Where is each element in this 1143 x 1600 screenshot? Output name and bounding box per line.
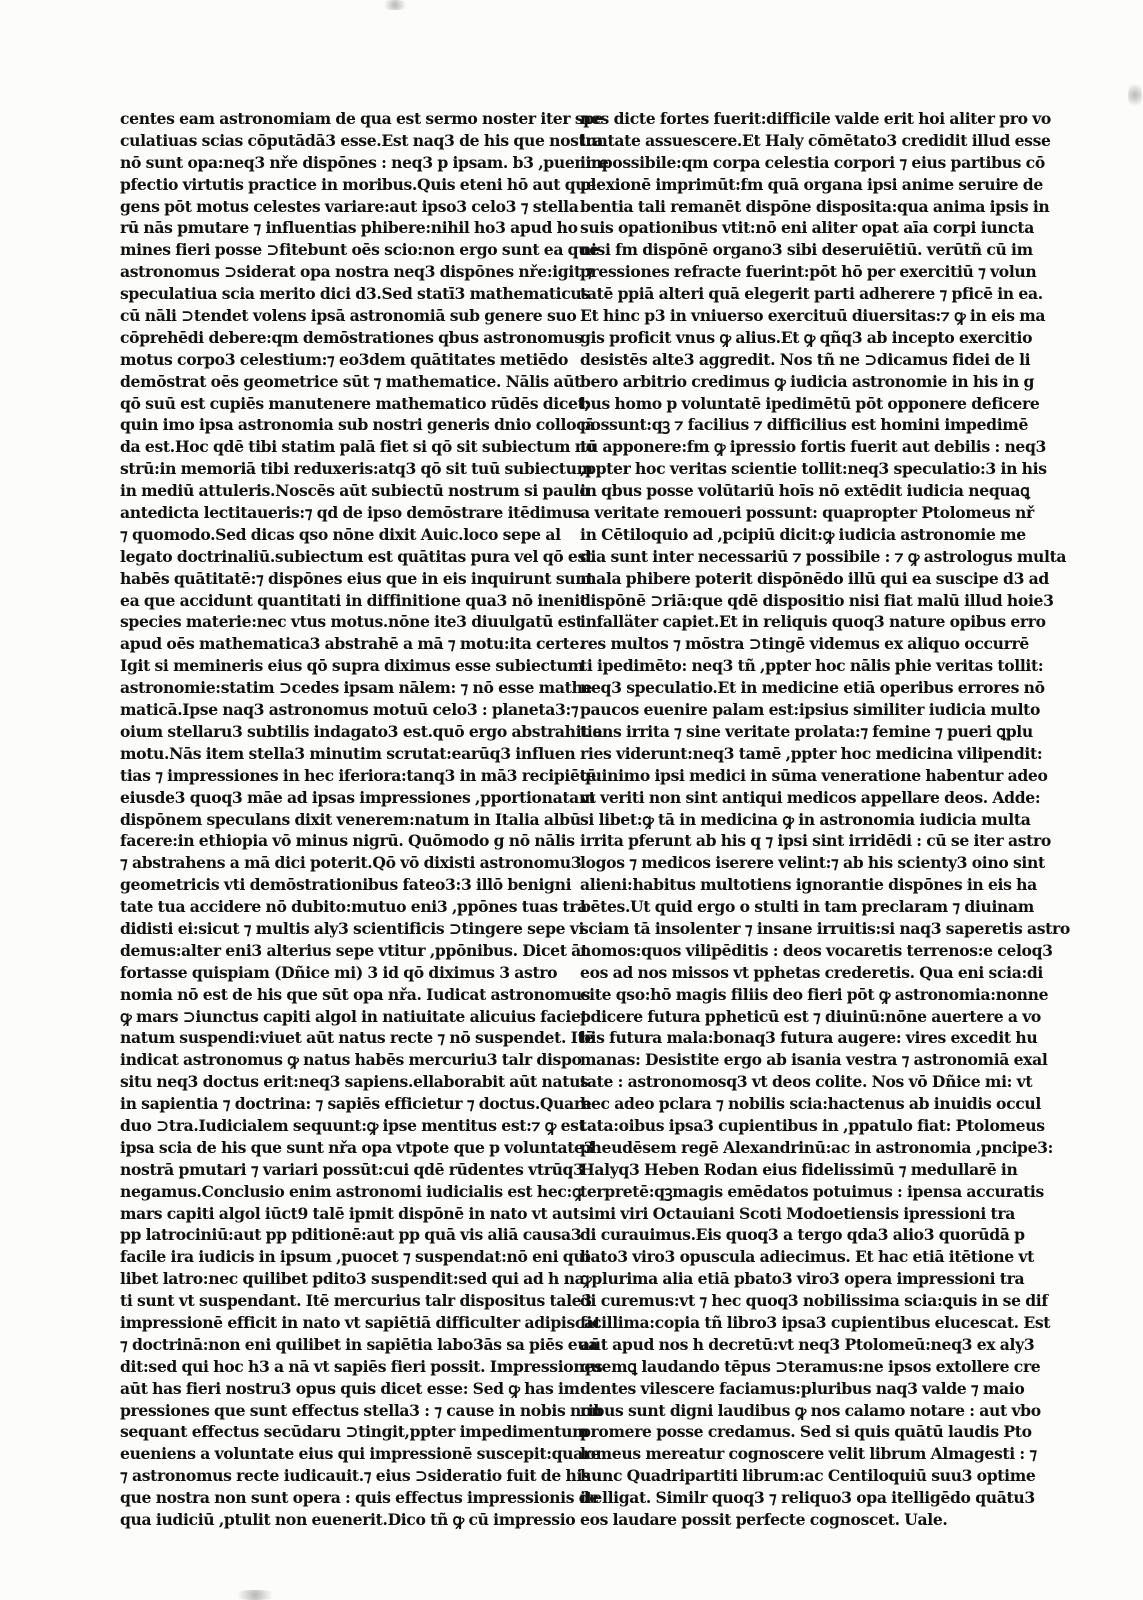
text-line: eiusde3 quoq3 māe ad ipsas impressiones ,pportionatam: [120, 787, 596, 807]
text-line: motus corpo3 celestium:⁊ eo3dem quātitates metiēdo: [120, 349, 569, 369]
text-line: centes eam astronomiam de qua est sermo noster iter spe: [120, 109, 604, 128]
text-line: aūt apud nos h decretū:vt neq3 Ptolomeū:neq3 ex aly3: [580, 1334, 1035, 1354]
text-line: aūt has fieri nostru3 opus quis dicet esse: Sed ꝙ has im: [120, 1378, 580, 1398]
text-line: habēs quātitatē:⁊ dispōnes eius que in eis inquirunt sunt: [120, 568, 594, 588]
text-line: gens pōt motus celestes variare:aut ipso3 celo3 ⁊ stella: [120, 196, 579, 216]
text-line: ,ppter hoc veritas scientie tollit:neq3 speculatio:3 in his: [580, 459, 1047, 479]
text-line: ea que accidunt quantitati in diffinitione qua3 nō inenit: [120, 590, 587, 610]
text-line: dentes vilescere faciamus:pluribus naq3 valde ⁊ maio: [580, 1378, 1025, 1398]
text-line: hunc Quadripartiti librum:ac Centiloquiū suu3 optime: [580, 1466, 1036, 1486]
text-line: astronomus ⊃siderat opa nostra neq3 dispōnes nře:igit ⁊: [120, 262, 593, 282]
text-line: pheudēsem regē Alexandrinū:ac in astronomia ,pncipe3:: [580, 1137, 1054, 1157]
text-line: plexionē imprimūt:fm quā organa ipsi anime seruire de: [580, 174, 1043, 194]
text-line: eos laudare possit perfecte cognoscet. Uale.: [580, 1510, 948, 1529]
text-line: bētes.Ut quid ergo o stulti in tam preclaram ⁊ diuinam: [580, 897, 1034, 917]
text-line: irrita pferunt ab his q ⁊ ipsi sint irridēdi : cū se iter astro: [580, 831, 1051, 851]
text-line: in qbus posse volūtariū hoīs nō extēdit iudicia nequaꝗ: [580, 481, 1030, 501]
text-line: eueniens a voluntate eius qui impressionē suscepit:quare: [120, 1444, 601, 1464]
text-line: Igit si memineris eius qō supra diximus esse subiectum: [120, 656, 584, 676]
text-line: libet latro:nec quilibet pdito3 suspendit:sed qui ad h na: [120, 1269, 585, 1289]
text-line: di curauimus.Eis quoq3 a tergo qda3 alio3 quorūdā p: [580, 1225, 1025, 1245]
text-line: negamus.Conclusio enim astronomi iudicialis est hec:ꝙ: [120, 1181, 584, 1201]
text-line: possunt:qꝫ ⁊ facilius ⁊ difficilius est homini impedimē: [580, 415, 1029, 435]
text-line: nō sunt opa:neq3 nře dispōnes : neq3 p ipsam. b3 ,puenire: [120, 152, 609, 172]
text-line: in sapientia ⁊ doctrina: ⁊ sapiēs efficietur ⁊ doctus.Quare: [120, 1094, 592, 1114]
text-line: terpretē:qꝫmagis emēdatos potuimus : ipensa accuratis: [580, 1181, 1044, 1201]
text-line: bero arbitrio credimus ꝙ iudicia astronomie in his in g: [580, 371, 1035, 391]
text-line: nisi fm dispōnē organo3 sibi deseruiētiū. verūtñ cū im: [580, 240, 1033, 260]
text-line: nostrā pmutari ⁊ variari possūt:cui qdē rūdentes vtrūq3: [120, 1159, 584, 1179]
text-line: cōprehēdi debere:qm demōstrationes qbus astronomus: [120, 327, 583, 347]
text-line: Halyq3 Heben Rodan eius fidelissimū ⁊ medullarē in: [580, 1159, 1018, 1179]
text-line: neq3 speculatio.Et in medicine etiā operibus errores nō: [580, 678, 1045, 698]
text-line: nomos:quos vilipēditis : deos vocaretis terrenos:e celoq3: [580, 940, 1053, 960]
text-line: di curemus:vt ⁊ hec quoq3 nobilissima scia:ꝗuis in se dif: [580, 1291, 1048, 1311]
text-line: ries viderunt:neq3 tamē ,ppter hoc medicina vilipendit:: [580, 743, 1043, 763]
text-line: speculatiua scia merito dici d3.Sed statī3 mathematicus: [120, 284, 590, 304]
text-line: pdicere futura ppheticū est ⁊ diuinū:nōne auertere a vo: [580, 1006, 1041, 1026]
text-line: tatē ppiā alteri quā elegerit parti adherere ⁊ pficē in ea.: [580, 284, 1043, 304]
text-line: bentia tali remanēt dispōne disposita:qua anima ipsis in: [580, 196, 1050, 216]
ink-smudge-top: [380, 0, 410, 10]
ink-smudge-bottom: [230, 1590, 280, 1600]
text-line: demus:alter eni3 alterius sepe vtitur ,ppōnibus. Dicet āt: [120, 940, 588, 960]
text-line: ti sunt vt suspendant. Itē mercurius talr dispositus tale3: [120, 1291, 592, 1311]
text-line: manas: Desistite ergo ab isania vestra ⁊ astronomiā exal: [580, 1050, 1048, 1070]
text-line: ⁊ astronomus recte iudicauit.⁊ eius ⊃sideratio fuit de his: [120, 1466, 591, 1486]
text-line: lomeus mereatur cognoscere velit librum Almagesti : ⁊: [580, 1444, 1037, 1464]
text-line: que nostra non sunt opera : quis effectus impressionis de: [120, 1488, 599, 1508]
text-line: situ neq3 doctus erit:neq3 sapiens.ellaborabit aūt natus: [120, 1072, 589, 1092]
text-line: geometricis vti demōstrationibus fateo3:3 illō benigni: [120, 875, 572, 895]
text-line: tias ⁊ impressiones in hec iferiora:tanq3 in mā3 recipiētē:: [120, 765, 602, 785]
text-line: tate tua accidere nō dubito:mutuo eni3 ,ppōnes tuas tra: [120, 897, 587, 917]
text-line: vt veriti non sint antiqui medicos appellare deos. Adde:: [580, 787, 1041, 807]
text-line: facere:in ethiopia vō minus nigrū. Quōmodo g nō nālis: [120, 831, 575, 851]
text-line: rū nās pmutare ⁊ influentias phibere:nihil ho3 apud ho: [120, 218, 578, 238]
text-line: quemꝗ laudando tēpus ⊃teramus:ne ipsos extollere cre: [580, 1356, 1041, 1376]
text-line: qua iudiciū ,ptulit non euenerit.Dico tñ ꝙ cū impressio: [120, 1510, 576, 1529]
text-line: sequant effectus secūdaru ⊃tingit,ppter impedimentum: [120, 1422, 589, 1442]
text-line: dispōnē ⊃riā:que qdē dispositio nisi fiat malū illud hoie3: [580, 590, 1054, 610]
text-line: impossibile:qm corpa celestia corpori ⁊ eius partibus cō: [580, 152, 1045, 172]
text-line: ti ipedimēto: neq3 tñ ,ppter hoc nālis phie veritas tollit:: [580, 656, 1044, 676]
text-line: suis opationibus vtit:nō eni aliter opat aīa corpi iuncta: [580, 218, 1034, 238]
text-line: bis futura mala:bonaq3 futura augere: vires excedit hu: [580, 1028, 1038, 1048]
text-line: tiens irrita ⁊ sine veritate prolata:⁊ femine ⁊ pueri ꝗplu: [580, 721, 1033, 741]
text-line: mars capiti algol iūct9 talē ipmit dispōnē in nato vt aut: [120, 1203, 580, 1223]
text-line: fortasse quispiam (Dñice mi) 3 id qō diximus 3 astro: [120, 962, 558, 982]
text-line: apud oēs mathematica3 abstrahē a mā ⁊ motu:ita certe.: [120, 634, 585, 654]
text-line: tate : astronomosq3 vt deos colite. Nos vō Dñice mi: vt: [580, 1072, 1033, 1092]
ink-smudge-right: [1128, 80, 1142, 110]
text-line: ficillima:copia tñ libro3 ipsa3 cupientibus elucescat. Est: [580, 1312, 1051, 1332]
text-line: tū apponere:fm ꝙ ipressio fortis fuerit aut debilis : neq3: [580, 437, 1047, 457]
text-line: quin imo ipsa astronomia sub nostri generis dnio collocā: [120, 415, 596, 435]
text-line: qō suū est cupiēs manutenere mathematico rūdēs dicet;: [120, 393, 590, 413]
text-line: paucos euenire palam est:ipsius similiter iudicia multo: [580, 700, 1041, 720]
text-line: ꝙ mars ⊃iunctus capiti algol in natiuitate alicuius faciet: [120, 1006, 588, 1026]
text-line: cite qso:hō magis filiis deo fieri pōt ꝙ astronomia:nonne: [580, 984, 1049, 1004]
text-line: antedicta lectitaueris:⁊ qd de ipso demōstrare itēdimus: [120, 503, 582, 523]
text-line: motu.Nās item stella3 minutim scrutat:earūq3 influen: [120, 743, 576, 763]
text-line: cū nāli ⊃tendet volens ipsā astronomiā sub genere suo: [120, 306, 577, 326]
text-line: didisti ei:sicut ⁊ multis aly3 scientificis ⊃tingere sepe vi: [120, 918, 585, 938]
text-line: Et hinc p3 in vniuerso exercituū diuersitas:⁊ ꝙ in eis ma: [580, 306, 1046, 326]
text-line: pressiones que sunt effectus stella3 : ⁊ cause in nobis non: [120, 1400, 603, 1420]
text-line: simi viri Octauiani Scoti Modoetiensis ipressioni tra: [580, 1203, 1015, 1223]
text-line: in Cētiloquio ad ,pcipiū dicit:ꝙ iudicia astronomie me: [580, 524, 1026, 544]
text-line: bato3 viro3 opuscula adiecimus. Et hac etiā itētione vt: [580, 1247, 1034, 1267]
text-line: eos ad nos missos vt pphetas crederetis. Qua eni scia:di: [580, 962, 1043, 982]
text-line: maticā.Ipse naq3 astronomus motuū celo3 : planeta3:⁊: [120, 700, 579, 720]
text-line: alieni:habitus multotiens ignorantie dispōnes in eis ha: [580, 875, 1037, 895]
text-line: desistēs alte3 aggredit. Nos tñ ne ⊃dicamus fidei de li: [580, 349, 1031, 369]
text-line: logos ⁊ medicos iserere velint:⁊ ab his scienty3 oino sint: [580, 853, 1045, 873]
text-line: pp latrociniū:aut pp pditionē:aut pp quā vis aliā causa3: [120, 1225, 582, 1245]
text-line: astronomie:statim ⊃cedes ipsam nālem: ⁊ nō esse mathe: [120, 678, 593, 698]
text-line: nes dicte fortes fuerit:difficile valde erit hoi aliter pro vo: [580, 109, 1051, 128]
text-line: res multos ⁊ mōstra ⊃tingē videmus ex aliquo occurrē: [580, 634, 1029, 654]
text-line: dit:sed qui hoc h3 a nā vt sapiēs fieri possit. Impressiones: [120, 1356, 603, 1376]
left-text-column: [120, 108, 609, 1531]
text-line: ⁊ quomodo.Sed dicas qso nōne dixit Auic.loco sepe al: [120, 524, 561, 544]
text-line: indicat astronomus ꝙ natus habēs mercuriu3 talr dispo: [120, 1050, 582, 1070]
text-line: ipsa scia de his que sunt nřa opa vtpote que p voluntate3: [120, 1137, 595, 1157]
text-line: itelligat. Similr quoq3 ⁊ reliquo3 opa itelligēdo quātu3: [580, 1488, 1035, 1508]
text-line: impressionē efficit in nato vt sapiētiā difficulter adipiscat: [120, 1312, 601, 1332]
text-line: hec adeo pclara ⁊ nobilis scia:hactenus ab inuidis occul: [580, 1094, 1041, 1114]
text-line: oium stellaru3 subtilis indagato3 est.quō ergo abstrahit a: [120, 721, 603, 741]
text-line: da est.Hoc qdē tibi statim palā fiet si qō sit subiectum no: [120, 437, 596, 457]
text-line: ⁊ abstrahens a mā dici poterit.Qō vō dixisti astronomu3: [120, 853, 582, 873]
text-line: sciam tā insolenter ⁊ insane irruitis:si naq3 saperetis astro: [580, 918, 1070, 938]
text-line: dispōnem speculans dixit venerem:natum in Italia albū: [120, 809, 581, 829]
text-line: nomia nō est de his que sūt opa nřa. Iudicat astronomus: [120, 984, 591, 1004]
text-line: natum suspendi:viuet aūt natus recte ⁊ nō suspendet. Itē: [120, 1028, 594, 1048]
text-line: luntate assuescere.Et Haly cōmētato3 credidit illud esse: [580, 130, 1051, 150]
right-text-column: [580, 108, 1070, 1531]
text-line: mala phibere poterit dispōnēdo illū qui ea suscipe d3 ad: [580, 568, 1049, 588]
text-line: strū:in memoriā tibi reduxeris:atq3 qō sit tuū subiectum: [120, 459, 593, 479]
text-line: duo ⊃tra.Iudicialem sequunt:ꝙ ipse mentitus est:⁊ ꝙ est: [120, 1115, 586, 1135]
text-line: ribus sunt digni laudibus ꝙ nos calamo notare : aut vbo: [580, 1400, 1041, 1420]
text-line: species materie:nec vtus motus.nōne ite3 diuulgatū est: [120, 612, 583, 632]
text-line: legato doctrinaliū.subiectum est quātitas pura vel qō est: [120, 546, 593, 566]
text-line: a veritate remoueri possunt: quapropter Ptolomeus nř: [580, 503, 1034, 523]
text-line: promere posse credamus. Sed si quis quātū laudis Pto: [580, 1422, 1032, 1442]
text-line: quinimo ipsi medici in sūma veneratione habentur adeo: [580, 765, 1048, 785]
text-line: si libet:ꝙ tā in medicina ꝙ in astronomia iudicia multa: [580, 809, 1031, 829]
text-line: culatiuas scias cōputādā3 esse.Est naq3 de his que nostra: [120, 130, 604, 150]
text-line: ꝙplurima alia etiā pbato3 viro3 opera impressioni tra: [580, 1269, 1025, 1289]
text-line: gis proficit vnus ꝙ alius.Et ꝙ qñq3 ab incepto exercitio: [580, 327, 1033, 347]
text-line: in mediū attuleris.Noscēs aūt subiectū nostrum si paulo: [120, 481, 590, 501]
text-line: infalläter capiet.Et in reliquis quoq3 nature opibus erro: [580, 612, 1046, 632]
text-line: facile ira iudicis in ipsum ,puocet ⁊ suspendat:nō eni qui: [120, 1247, 590, 1267]
text-line: tata:oibus ipsa3 cupientibus in ,ppatulo fiat: Ptolomeus: [580, 1115, 1045, 1135]
text-line: dia sunt inter necessariū ⁊ possibile : ⁊ ꝙ astrologus multa: [580, 546, 1067, 566]
text-line: pfectio virtutis practice in moribus.Quis eteni hō aut que: [120, 174, 596, 194]
text-line: pressiones refracte fuerint:pōt hō per exercitiū ⁊ volun: [580, 262, 1037, 282]
text-line: bus homo p voluntatē ipedimētū pōt opponere deficere: [580, 393, 1040, 413]
text-line: ⁊ doctrinā:non eni quilibet in sapiētia labo3ās sa piēs eua: [120, 1334, 599, 1354]
text-line: demōstrat oēs geometrice sūt ⁊ mathematice. Nālis aūt: [120, 371, 582, 391]
text-line: mines fieri posse ⊃fitebunt oēs scio:non ergo sunt ea que: [120, 240, 599, 260]
